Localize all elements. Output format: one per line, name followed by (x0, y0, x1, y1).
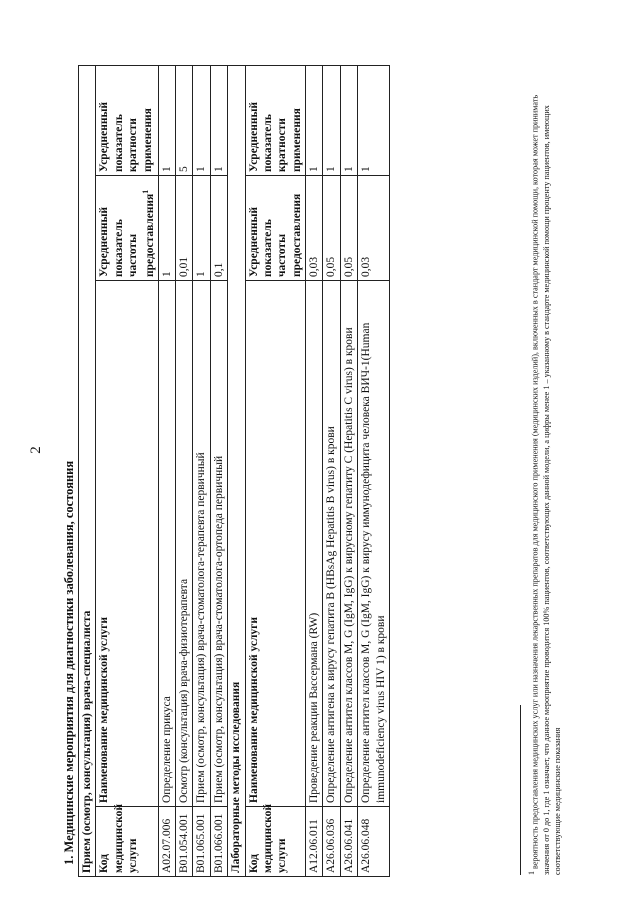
service-mult: 1 (323, 65, 340, 175)
service-code: B01.065.001 (193, 807, 210, 877)
service-mult: 1 (210, 65, 227, 175)
header-freq (96, 176, 158, 281)
service-mult: 1 (306, 65, 323, 175)
header-freq-text: Усредненный показатель частоты предоставления (98, 193, 156, 277)
footnote-ref: 1 (140, 189, 150, 194)
service-freq: 1 (193, 176, 210, 281)
header-name: Наименование медицинской услуги (96, 281, 158, 807)
service-code: A12.06.011 (306, 807, 323, 877)
table-row (193, 65, 210, 876)
table-row (158, 65, 175, 876)
table-row (306, 65, 323, 876)
table-row (358, 65, 390, 876)
table-row (210, 65, 227, 876)
footnote-mark: 1 (527, 871, 536, 875)
service-mult: 1 (340, 65, 357, 175)
header-name: Наименование медицинской услуги (245, 281, 306, 807)
table-row (340, 65, 357, 876)
footnote (527, 85, 563, 875)
footnote-divider (520, 705, 521, 875)
service-mult: 1 (358, 65, 390, 175)
service-freq: 0,03 (358, 176, 390, 281)
service-name: Определение антител классов M, G (IgM, IgG) к вирусу иммунодефицита человека ВИЧ-1(Human immunodeficiency virus HIV 1) в крови (358, 281, 390, 807)
consult-header-row (96, 65, 158, 876)
header-mult: Усредненный показатель кратности применения (96, 65, 158, 175)
footnote-text: вероятность предоставления медицинских услуг или назначения лекарственных препаратов для медицинского применения (медицинских изделий), включенных в стандарт медицинской помощи, которая может принимать значения от 0 до 1, где 1 означает, что данное мероприятие проводится 100% пациентов, соответствующих данной модели, а цифры менее 1 – указанному в стандарте медицинской помощи проценту пациентов, имеющих соответствующие медицинские показания (530, 94, 562, 875)
service-freq: 0,01 (176, 176, 193, 281)
table-row (176, 65, 193, 876)
consult-subheader-row (79, 65, 96, 876)
services-table (78, 65, 390, 877)
service-code: B01.054.001 (176, 807, 193, 877)
service-code: A26.06.041 (340, 807, 357, 877)
page-number: 2 (28, 446, 44, 454)
service-code: A26.06.048 (358, 807, 390, 877)
service-mult: 1 (158, 65, 175, 175)
service-mult: 1 (193, 65, 210, 175)
service-freq: 1 (158, 176, 175, 281)
service-name: Определение прикуса (158, 281, 175, 807)
service-freq: 0,05 (340, 176, 357, 281)
consult-subheader: Прием (осмотр, консультация) врача-специалиста (79, 65, 96, 876)
section-title: 1. Медицинские мероприятия для диагностики заболевания, состояния (62, 460, 76, 865)
service-name: Определение антигена к вирусу гепатита B (HBsAg Hepatitis B virus) в крови (323, 281, 340, 807)
service-name: Прием (осмотр, консультация) врача-стоматолога-ортопеда первичный (210, 281, 227, 807)
header-freq: Усредненный показатель частоты предоставления (245, 176, 306, 281)
service-freq: 0,1 (210, 176, 227, 281)
service-code: A26.06.036 (323, 807, 340, 877)
header-mult: Усредненный показатель кратности применения (245, 65, 306, 175)
service-freq: 0,05 (323, 176, 340, 281)
service-freq: 0,03 (306, 176, 323, 281)
lab-subheader-row (228, 65, 245, 876)
service-name: Проведение реакции Вассермана (RW) (306, 281, 323, 807)
lab-subheader: Лабораторные методы исследования (228, 65, 245, 876)
table-row (323, 65, 340, 876)
service-name: Определение антител классов M, G (IgM, IgG) к вирусному гепатиту C (Hepatitis C virus) в крови (340, 281, 357, 807)
header-code: Код медицинской услуги (96, 807, 158, 877)
service-name: Прием (осмотр, консультация) врача-стоматолога-терапевта первичный (193, 281, 210, 807)
service-mult: 5 (176, 65, 193, 175)
service-name: Осмотр (консультация) врача-физиотерапевта (176, 281, 193, 807)
header-code: Код медицинской услуги (245, 807, 306, 877)
service-code: B01.066.001 (210, 807, 227, 877)
service-code: A02.07.006 (158, 807, 175, 877)
lab-header-row (245, 65, 306, 876)
